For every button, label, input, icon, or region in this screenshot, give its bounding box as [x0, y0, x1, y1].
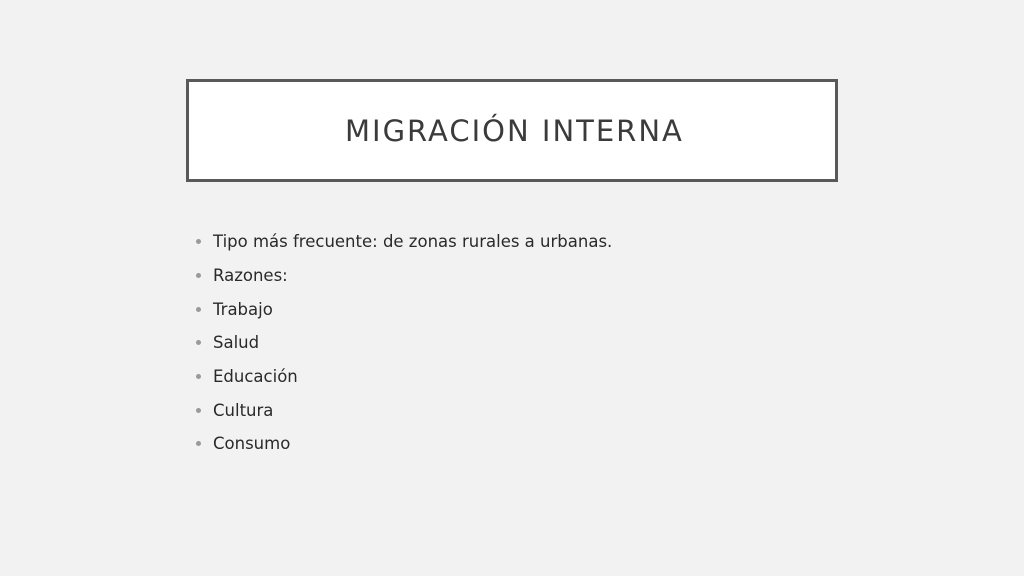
title-box: [186, 79, 838, 182]
bullet-icon: [196, 273, 201, 278]
bullet-text: Tipo más frecuente: de zonas rurales a urbanas.: [213, 232, 613, 252]
list-item: [196, 360, 612, 394]
bullet-text: Cultura: [213, 400, 274, 420]
bullet-icon: [196, 408, 201, 413]
bullet-text: Razones:: [213, 266, 288, 286]
bullet-text: Salud: [213, 333, 260, 353]
list-item: [196, 259, 612, 293]
bullet-icon: [196, 441, 201, 446]
list-item: [196, 225, 612, 259]
bullet-icon: [196, 307, 201, 312]
slide-title: MIGRACIÓN INTERNA: [345, 113, 684, 148]
bullet-icon: [196, 374, 201, 379]
bullet-text: Educación: [213, 367, 298, 387]
list-item: [196, 393, 612, 427]
list-item: [196, 427, 612, 461]
bullet-list: [196, 225, 612, 461]
bullet-text: Consumo: [213, 434, 291, 454]
bullet-icon: [196, 239, 201, 244]
list-item: [196, 292, 612, 326]
bullet-text: Trabajo: [213, 299, 273, 319]
bullet-icon: [196, 340, 201, 345]
list-item: [196, 326, 612, 360]
